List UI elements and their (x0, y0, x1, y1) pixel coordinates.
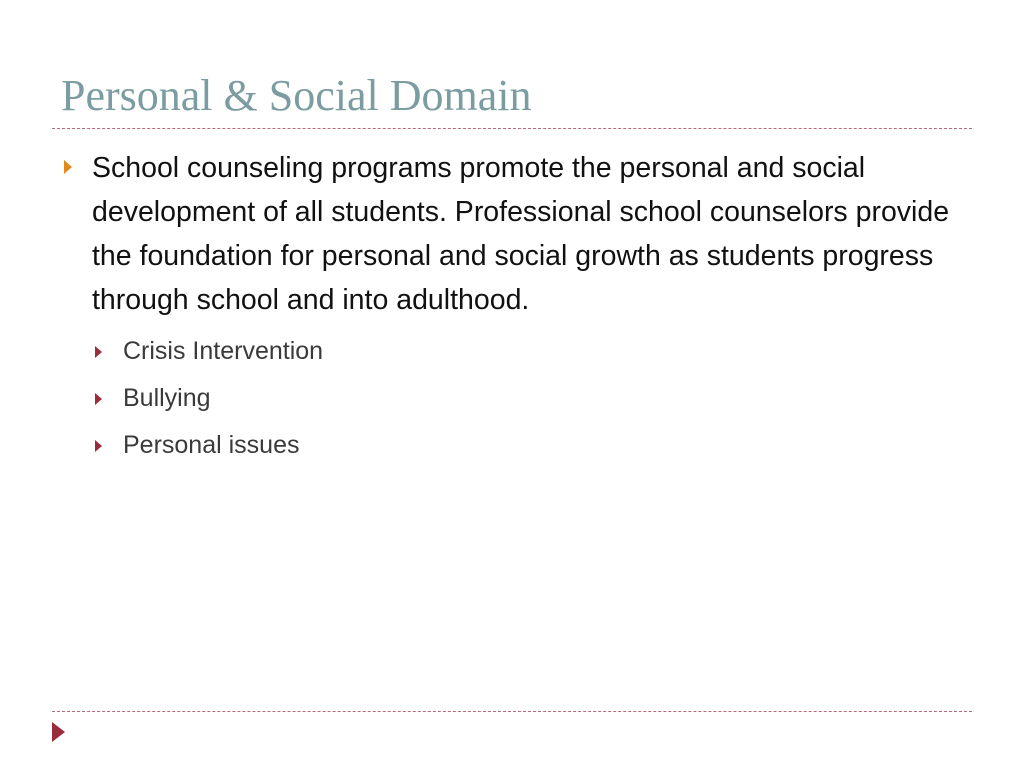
red-triangle-bullet-icon (95, 393, 102, 405)
red-triangle-bullet-icon (95, 440, 102, 452)
footer-triangle-icon (52, 722, 65, 742)
orange-triangle-bullet-icon (64, 160, 72, 174)
slide-title: Personal & Social Domain (61, 71, 532, 120)
red-triangle-bullet-icon (95, 346, 102, 358)
sub-bullet-list (62, 328, 972, 469)
slide-content (62, 146, 972, 469)
sub-bullet-text: Bullying (123, 384, 211, 412)
main-bullet (62, 146, 972, 322)
sub-bullet-text: Crisis Intervention (123, 337, 324, 365)
sub-bullet-item (92, 328, 972, 375)
sub-bullet-text: Personal issues (123, 431, 300, 459)
sub-bullet-item (92, 422, 972, 469)
main-bullet-text: School counseling programs promote the personal and social development of all students. Professional school counselors provide the foundation for personal and social growth as students progress through school and into adulthood. (92, 152, 950, 316)
footer-divider (52, 711, 972, 712)
title-divider (52, 128, 972, 129)
sub-bullet-item (92, 375, 972, 422)
